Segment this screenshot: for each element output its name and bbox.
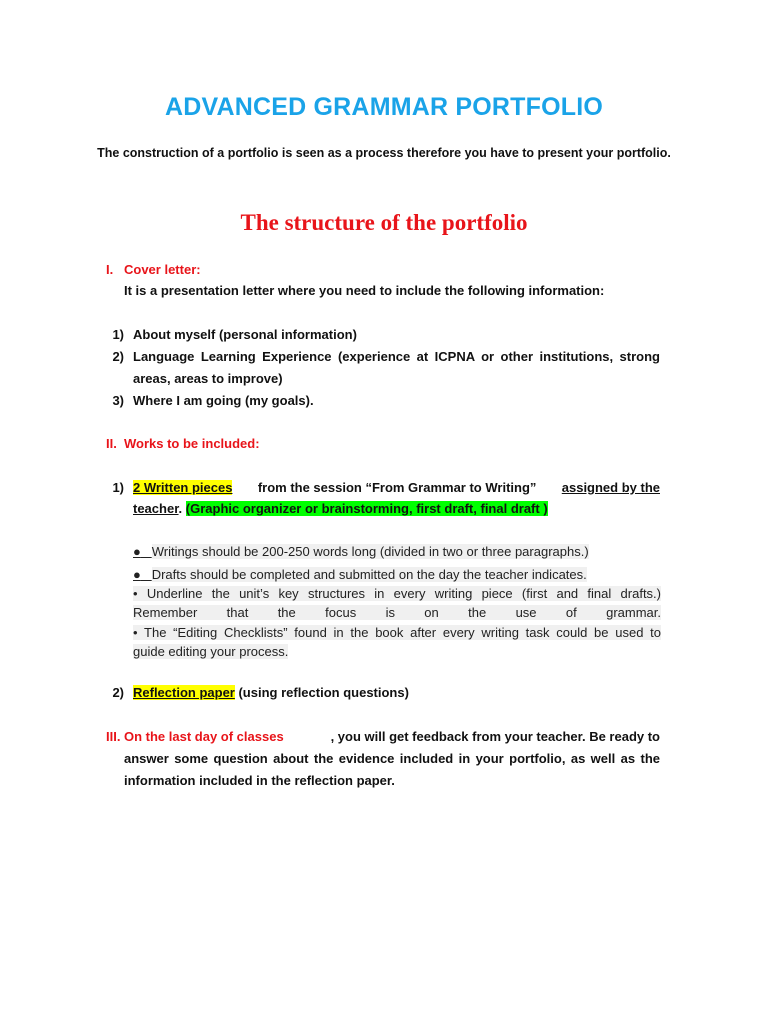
written-pieces-highlight: 2 Written pieces [133, 480, 233, 495]
cover-item-text: About myself (personal information) [133, 327, 357, 342]
feedback-numeral: III. [106, 729, 121, 744]
cover-item-text-continued: areas, areas to improve) [133, 371, 283, 386]
works-item-line [133, 480, 660, 495]
cover-item-number: 1) [112, 327, 124, 342]
period-text: . [178, 501, 186, 516]
bullet-text: • Underline the unit’s key structures in every writing piece (first and final drafts.) [133, 586, 661, 601]
works-heading: Works to be included: [124, 436, 260, 451]
session-text: from the session “From Grammar to Writing” [257, 480, 537, 495]
bullet-text-continued: Remember that the focus is on the use of grammar. [133, 605, 661, 620]
feedback-line-2: answer some question about the evidence included in your portfolio, as well as the [124, 751, 660, 766]
bullet-mark: ● [133, 544, 141, 559]
cover-item-text: Language Learning Experience (experience at ICPNA or other institutions, strong [133, 349, 660, 364]
works-numeral: II. [106, 436, 117, 451]
cover-item-text: Where I am going (my goals). [133, 393, 314, 408]
feedback-line-3: information included in the reflection paper. [124, 773, 395, 788]
intro-text: The construction of a portfolio is seen as a process therefore you have to present your portfolio. [97, 146, 671, 160]
feedback-rest: , you will get feedback from your teacher. Be ready to [330, 729, 660, 744]
cover-numeral: I. [106, 262, 114, 277]
works-item-number: 1) [112, 480, 124, 495]
bullet-text-continued: guide editing your process. [133, 644, 289, 659]
graphic-organizer-highlight: (Graphic organizer or brainstorming, first draft, final draft ) [185, 501, 548, 516]
reflection-rest: (using reflection questions) [234, 685, 409, 700]
works-item-line-continued [133, 501, 548, 516]
bullet-text: • The “Editing Checklists” found in the book after every writing task could be used to [133, 625, 661, 640]
bullet-mark: ● [133, 567, 141, 582]
bullet-text: Writings should be 200-250 words long (divided in two or three paragraphs.) [151, 544, 589, 559]
bullet-text: Drafts should be completed and submitted on the day the teacher indicates. [151, 567, 587, 582]
teacher-text: teacher [133, 501, 179, 516]
reflection-paper-highlight: Reflection paper [133, 685, 235, 700]
last-day-text: On the last day of classes [124, 729, 284, 744]
section-subtitle: The structure of the portfolio [240, 210, 528, 235]
bullet-item [133, 567, 661, 582]
feedback-line [124, 729, 660, 744]
works-item-number: 2) [112, 685, 124, 700]
assigned-text: assigned by the [561, 480, 660, 495]
cover-item-number: 2) [112, 349, 124, 364]
cover-description: It is a presentation letter where you need to include the following information: [124, 283, 605, 298]
bullet-item [133, 544, 661, 559]
document-title: ADVANCED GRAMMAR PORTFOLIO [164, 93, 604, 121]
reflection-item [133, 685, 409, 700]
cover-heading: Cover letter: [124, 262, 201, 277]
cover-item-number: 3) [112, 393, 124, 408]
